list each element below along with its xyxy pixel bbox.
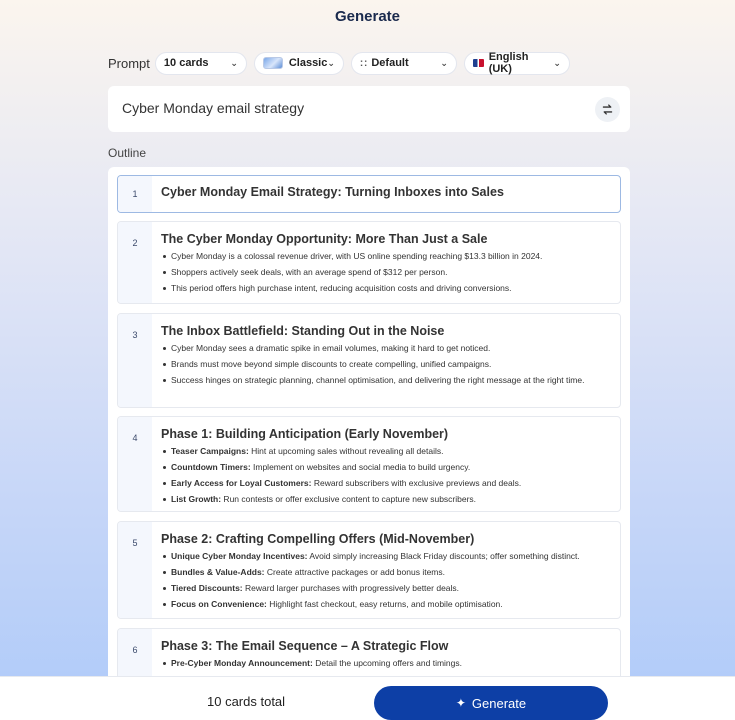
card-title[interactable]: The Cyber Monday Opportunity: More Than Just a Sale [161,232,488,246]
card-title[interactable]: The Inbox Battlefield: Standing Out in the Noise [161,324,445,338]
list-item[interactable]: Cyber Monday is a colossal revenue driver, with US online spending reaching $13.3 billion in 2024. [161,251,610,262]
card-number: 4 [118,417,152,511]
sparkle-icon: ✦ [455,696,466,710]
chevron-down-icon: ⌄ [553,57,561,68]
list-item[interactable]: Early Access for Loyal Customers: Reward subscribers with exclusive previews and deals. [161,478,610,489]
outline-card[interactable] [117,416,621,512]
outline-card[interactable] [117,175,621,213]
outline-panel[interactable] [108,167,630,720]
prompt-label: Prompt [108,55,150,71]
list-item[interactable]: Teaser Campaigns: Hint at upcoming sales without revealing all details. [161,446,610,457]
theme-thumbnail-icon [263,57,283,69]
card-number: 6 [118,629,152,720]
chevron-down-icon: ⌄ [230,57,238,68]
list-item[interactable]: Brands must move beyond simple discounts to create compelling, unified campaigns. [161,359,610,370]
prompt-input[interactable] [108,86,630,132]
generate-button-label: Generate [471,695,527,711]
theme-dropdown[interactable] [254,52,344,75]
uk-flag-icon [473,59,484,67]
outline-card[interactable] [117,521,621,619]
layout-value: Default [371,57,409,69]
card-number: 1 [118,176,152,212]
card-number: 2 [118,222,152,303]
card-number: 3 [118,314,152,407]
list-item[interactable]: Pre-Cyber Monday Announcement: Detail the upcoming offers and timings. [161,658,610,669]
card-count-value: 10 cards [163,57,209,69]
language-dropdown[interactable] [464,52,570,75]
prompt-text[interactable]: Cyber Monday email strategy [122,100,305,116]
swap-icon [601,103,614,116]
outline-card[interactable] [117,221,621,304]
outline-label: Outline [108,146,147,160]
list-item[interactable]: Cyber Monday sees a dramatic spike in email volumes, making it hard to get noticed. [161,343,610,354]
card-number: 5 [118,522,152,618]
card-total-count: 10 cards total [207,694,286,709]
list-item[interactable]: Unique Cyber Monday Incentives: Avoid simply increasing Black Friday discounts; offer something distinct. [161,551,610,562]
prompt-settings-bar [108,51,577,75]
layout-dots-icon: : : [359,57,367,69]
card-count-dropdown[interactable] [155,52,247,75]
page-title: Generate [334,8,401,25]
list-item[interactable]: Bundles & Value-Adds: Create attractive packages or add bonus items. [161,567,610,578]
card-title[interactable]: Phase 3: The Email Sequence – A Strategic Flow [161,639,449,653]
list-item[interactable]: Countdown Timers: Implement on websites and social media to build urgency. [161,462,610,473]
list-item[interactable]: Success hinges on strategic planning, channel optimisation, and delivering the right message at the right time. [161,375,610,386]
card-title[interactable]: Phase 1: Building Anticipation (Early November) [161,427,449,441]
list-item[interactable]: This period offers high purchase intent, reducing acquisition costs and driving conversions. [161,283,610,294]
chevron-down-icon: ⌄ [440,57,448,68]
list-item[interactable]: List Growth: Run contests or offer exclusive content to capture new subscribers. [161,494,610,505]
outline-card[interactable] [117,313,621,408]
card-title[interactable]: Cyber Monday Email Strategy: Turning Inboxes into Sales [161,185,504,199]
list-item[interactable]: Focus on Convenience: Highlight fast checkout, easy returns, and mobile optimisation. [161,599,610,610]
language-value: English (UK) [488,51,529,75]
list-item[interactable]: Shoppers actively seek deals, with an average spend of $312 per person. [161,267,610,278]
regenerate-button[interactable] [595,97,620,122]
theme-value: Classic [288,57,328,69]
chevron-down-icon: ⌄ [327,57,335,68]
generate-button[interactable] [374,686,608,720]
list-item[interactable]: Tiered Discounts: Reward larger purchases with progressively better deals. [161,583,610,594]
layout-dropdown[interactable] [351,52,457,75]
footer-bar [0,676,735,720]
card-title[interactable]: Phase 2: Crafting Compelling Offers (Mid-November) [161,532,475,546]
